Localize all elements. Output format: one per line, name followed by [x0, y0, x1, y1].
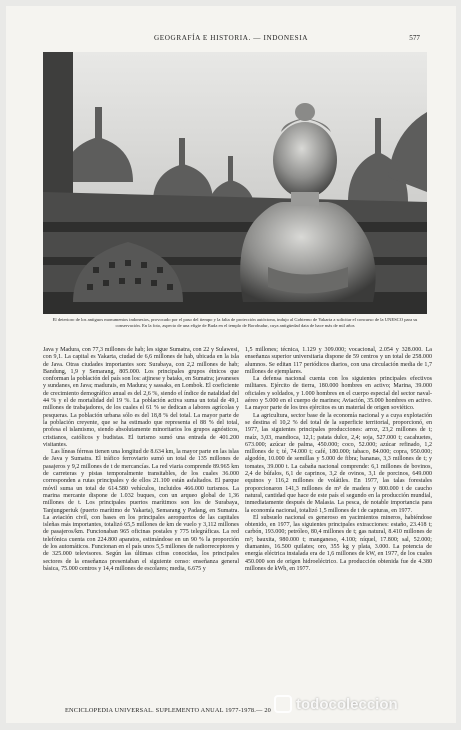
paragraph: Las líneas férreas tienen una longitud de 8.634 km, la mayor parte en las islas de Java y Sumatra. El tráfico ferroviario sumó un total de 135 millones de pasajeros y 9,2 millones de t de mercancías. La red viaria comprende 89.965 km de carreteras y pistas temporalmente transitables, de los cuales 36.000 corresponden a rutas principales y de ellos 21.100 están asfaltados. El parque móvil suma un total de 614.580 vehículos, incluidos 466.000 turismos. La marina mercante dispone de 1.032 buques, con un arqueo global de 1,36 millones de t. Los principales puertos marítimos son los de Surabaya, Tanjungperiuk (puerto marítimo de Yakarta), Semarang y Padang, en Sumatra. La aviación civil, con bases en los principales aeropuertos de las capitales isleñas más importantes, totalizó 65,5 millones de km de vuelo y 3,112 millones de pasajeros/km. Funcionaban 965 oficinas postales y 775 telegráficas. La red telefónica cuenta con 224.800 aparatos, estimándose en un 90 % la proporción de los automáticos. Funcionan en el país unos 5,5 millones de radiorreceptores y de 325.000 televisores. Según las últimas cifras conocidas, los principales sectores de la enseñanza presentaban el siguiente censo: enseñanza general básica, 75.000 centros y 14,4 millones de escolares; media, 6.675 y: [43, 449, 239, 572]
paragraph: La defensa nacional cuenta con los siguientes principales efectivos militares. Ejército de tierra, 180.000 hombres en activo; Marina, 39.000 oficiales y soldados, y 1.000 hombres en el cuerpo especial del sector naval-aéreo y 5.000 en el cuerpo de marines; Aviación, 35.000 hombres en activo. La mayor parte de los tres ejércitos es un material de origen soviético.: [245, 376, 432, 412]
paragraph: La agricultura, sector base de la economía nacional y a cuya explotación se destina el 10,2 % del total de la superficie territorial, proporcionó, en 1977, las siguientes principales producciones: arroz, 23,2 millones de t; maíz, 3,03, mandioca, 12,1; patata dulce, 2,4; soja, 527.000 t; cacahuetes, 673.000; azúcar de palma, 450.000; coco, 52.000; azúcar refinado, 1,2 millones de t; té, 74.000 t; café, 180.000; tabaco, 84.000; copra, 950.000; algodón, 10.000 de semillas y 5.000 de fibra; bananas, 3,3 millones de t; y tomates, 39.000 t. La cabaña nacional comprende: 6,1 millones de bovinos, 2,4 de búfalos, 6,1 de caprinos, 3,2 de ovinos, 3,1 de porcinos, 649.000 equinos y 116,2 millones de volátiles. En 1977, las talas forestales proporcionaron 141,3 millones de m³ de madera y 800.000 t de caucho natural, cantidad que hace de este país el segundo en la producción mundial, inmediatamente después de Malasia. La pesca, de notable importancia para la economía nacional, totalizó 1,5 millones de t de capturas, en 1977.: [245, 412, 432, 514]
watermark-icon: [274, 695, 292, 713]
paragraph: 1,5 millones; técnica, 1.129 y 309.000; vocacional, 2.054 y 328.000. La enseñanza superior universitaria dispone de 59 centros y un total de 258.000 alumnos. Se editan 117 periódicos diarios, con una circulación media de 1,7 millones de ejemplares.: [245, 347, 432, 375]
paragraph: Java y Madura, con 77,3 millones de hab; les sigue Sumatra, con 22 y Sulawesi, con 9,1. La capital es Yakarta, ciudad de 6,6 millones de hab, ubicada en la isla de Java. Otras ciudades importantes son: Surabaya, con 2,2 millones de hab; Bandung, 1,9 y Semarang, 805.000. Los principales grupos étnicos que conforman la población del país son los: atjinese y bataks, en Sumatra; javaneses y sundanes, en Java; madurais, en Madura; y sassaks, en Lombok. El coeficiente de crecimiento demográfico anual es del 2,6 %, siendo el índice de natalidad del 44 % y el de mortalidad del 19 %. La población activa suma un total de 49,1 millones de trabajadores, de los cuales el 61 % se dedican a labores agrícolas y pesqueras. La población urbana sólo es del 18,8 % del total. La mayor parte de la población creyente, que se ha estimado que representa el 88 % del total, profesa el islamismo, siendo absolutamente minoritarios los grupos agnósticos, cristianos, católicos y budistas. El turismo sumó una entrada de 401.200 visitantes.: [43, 347, 239, 448]
header-title: GEOGRAFÍA E HISTORIA. — INDONESIA: [153, 34, 309, 42]
text-column-left: [43, 347, 239, 573]
photo-buddha-borobudur: [43, 52, 427, 314]
book-page: [6, 6, 456, 723]
running-footer: ENCICLOPEDIA UNIVERSAL. SUPLEMENTO ANUAL 1977-1978.— 20: [65, 707, 272, 714]
running-header: [6, 34, 456, 46]
text-column-right: [245, 347, 432, 573]
watermark-logo: [274, 690, 449, 718]
page-number: 577: [409, 34, 420, 42]
watermark-text: todocoleccion: [296, 695, 398, 713]
photo-caption: El deterioro de los antiguos monumentos indonesios, provocado por el paso del tiempo y la falta de protección autóctona, indujo al Gobierno de Yakarta a solicitar el concurso de la UNESCO para su conservación. En la foto, aspecto de una efigie de Buda en el templo de Borobudur, cuya antigüedad data de hace más de mil años: [52, 317, 418, 328]
photo-illustration: [43, 52, 427, 314]
paragraph: El subsuelo nacional es generoso en yacimientos mineros, habiéndose obtenido, en 1977, las siguientes principales extracciones: estaño, 23.418 t; carbón, 193.000; petróleo, 80,4 millones de t; gas natural, 8.410 millones de m³; bauxita, 980.000 t; manganeso, 4.100; níquel, 17.800; sal, 52.000; diamantes, 16.500 quilates; oro, 355 kg y plata, 3.000. La potencia de energía eléctrica instalada era de 1,6 millones de kW, en 1977, de los cuales 450.000 son de origen hidroeléctrico. La producción obtenida fue de 4.380 millones de kWh, en 1977.: [245, 514, 432, 572]
